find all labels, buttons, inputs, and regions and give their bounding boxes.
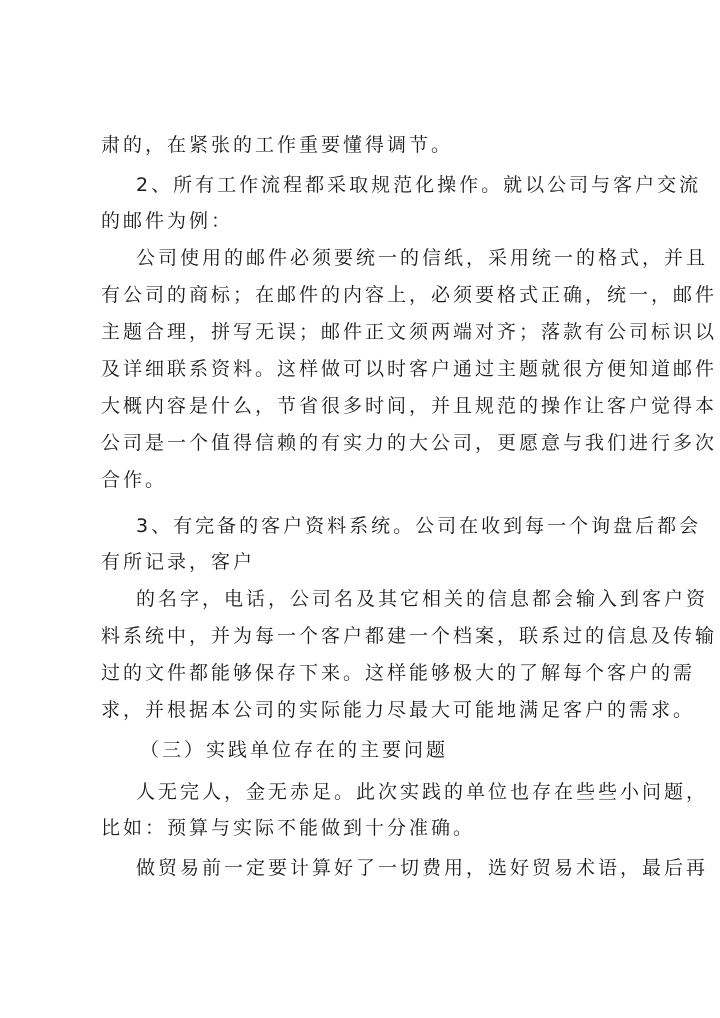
text-line-11: 3、有完备的客户资料系统。公司在收到每一个询盘后都会 — [136, 515, 702, 537]
text-line-7: 及详细联系资料。这样做可以时客户通过主题就很方便知道邮件 — [101, 358, 718, 380]
text-line-14: 料系统中，并为每一个客户都建一个档案，联系过的信息及传输 — [101, 625, 718, 647]
text-line-2: 2、所有工作流程都采取规范化操作。就以公司与客户交流 — [136, 174, 702, 196]
text-line-5: 有公司的商标；在邮件的内容上，必须要格式正确，统一，邮件 — [101, 284, 718, 306]
text-line-15: 过的文件都能够保存下来。这样能够极大的了解每个客户的需 — [101, 662, 696, 684]
text-line-13: 的名字，电话，公司名及其它相关的信息都会输入到客户资 — [136, 588, 709, 610]
text-line-20: 做贸易前一定要计算好了一切费用，选好贸易术语，最后再 — [136, 857, 709, 879]
text-line-3: 的邮件为例： — [101, 210, 234, 232]
text-line-6: 主题合理，拼写无误；邮件正文须两端对齐；落款有公司标识以 — [101, 321, 718, 343]
text-line-9: 公司是一个值得信赖的有实力的大公司，更愿意与我们进行多次 — [101, 432, 718, 454]
text-line-1: 肃的，在紧张的工作重要懂得调节。 — [101, 134, 454, 156]
text-line-19: 比如：预算与实际不能做到十分准确。 — [101, 817, 476, 839]
text-line-8: 大概内容是什么，节省很多时间，并且规范的操作让客户觉得本 — [101, 395, 718, 417]
text-line-12: 有所记录，客户 — [101, 551, 256, 573]
text-line-16: 求，并根据本公司的实际能力尽最大可能地满足客户的需求。 — [101, 699, 696, 721]
text-line-18: 人无完人，金无赤足。此次实践的单位也存在些些小问题， — [136, 781, 709, 803]
text-line-10: 合作。 — [101, 469, 168, 491]
text-line-4: 公司使用的邮件必须要统一的信纸，采用统一的格式，并且 — [136, 247, 709, 269]
section-heading: （三）实践单位存在的主要问题 — [140, 739, 449, 761]
